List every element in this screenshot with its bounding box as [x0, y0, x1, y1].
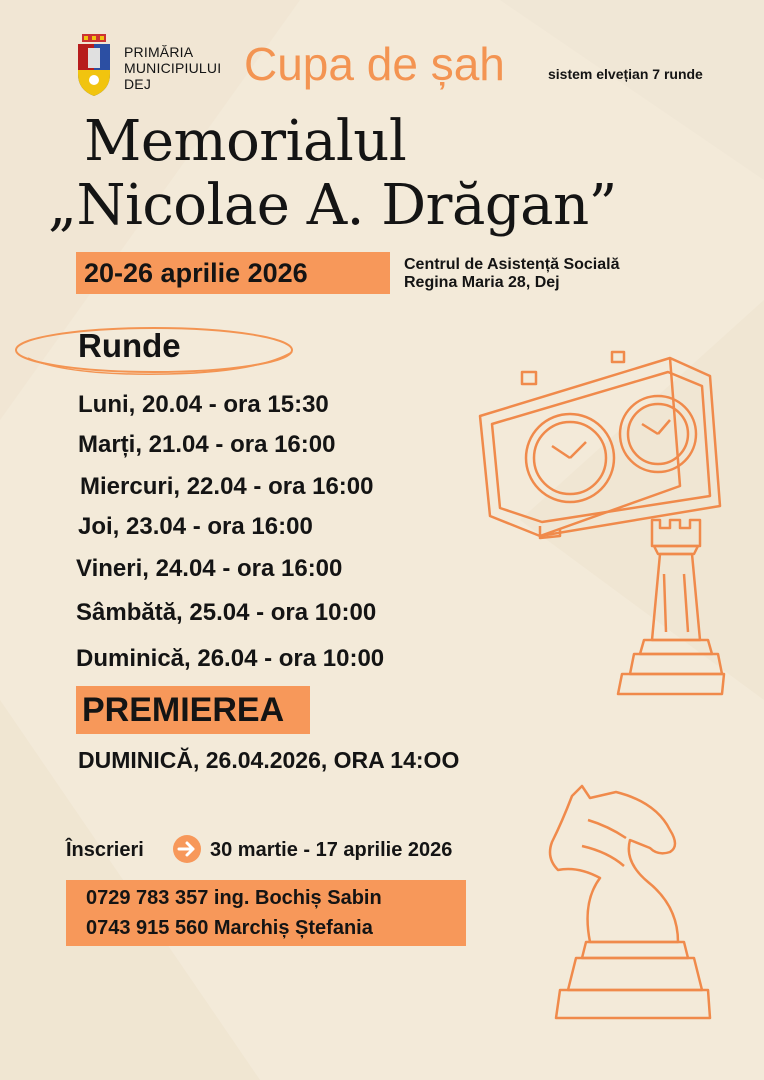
- round-item: Sâmbătă, 25.04 - ora 10:00: [76, 599, 377, 626]
- org-line-1: PRIMĂRIA: [124, 44, 194, 60]
- event-dates: 20-26 aprilie 2026: [84, 258, 308, 288]
- city-hall-name: [124, 44, 221, 92]
- org-line-3: DEJ: [124, 76, 152, 92]
- registration-period: 30 martie - 17 aprilie 2026: [210, 839, 453, 861]
- registration-label: Înscrieri: [66, 839, 144, 861]
- round-item: Miercuri, 22.04 - ora 16:00: [80, 473, 374, 500]
- round-item: Duminică, 26.04 - ora 10:00: [76, 645, 385, 672]
- cup-subtitle: sistem elvețian 7 runde: [548, 66, 703, 82]
- cup-title: Cupa de șah: [244, 38, 505, 90]
- rounds-heading: Runde: [78, 327, 181, 364]
- venue-line-2: Regina Maria 28, Dej: [404, 274, 560, 291]
- round-item: Marți, 21.04 - ora 16:00: [78, 431, 336, 458]
- knight-illustration: [538, 782, 718, 1028]
- venue-line-1: Centrul de Asistență Socială: [404, 256, 620, 273]
- arrow-right-icon: [172, 834, 202, 864]
- round-item: Vineri, 24.04 - ora 16:00: [76, 555, 343, 582]
- contact-line: 0743 915 560 Marchiș Ștefania: [86, 917, 373, 939]
- awards-heading: PREMIEREA: [82, 691, 285, 729]
- round-item: Luni, 20.04 - ora 15:30: [78, 391, 329, 418]
- org-line-2: MUNICIPIULUI: [124, 60, 222, 76]
- awards-datetime: DUMINICĂ, 26.04.2026, ORA 14:OO: [78, 747, 460, 773]
- memorial-title: Memorialul: [84, 109, 407, 174]
- rook-illustration: [604, 514, 736, 704]
- city-crest-logo: [76, 34, 112, 96]
- event-venue: [404, 256, 619, 292]
- round-item: Joi, 23.04 - ora 16:00: [78, 513, 313, 540]
- memorial-name: „Nicolae A. Drăgan”: [48, 173, 617, 238]
- contact-line: 0729 783 357 ing. Bochiș Sabin: [86, 887, 382, 909]
